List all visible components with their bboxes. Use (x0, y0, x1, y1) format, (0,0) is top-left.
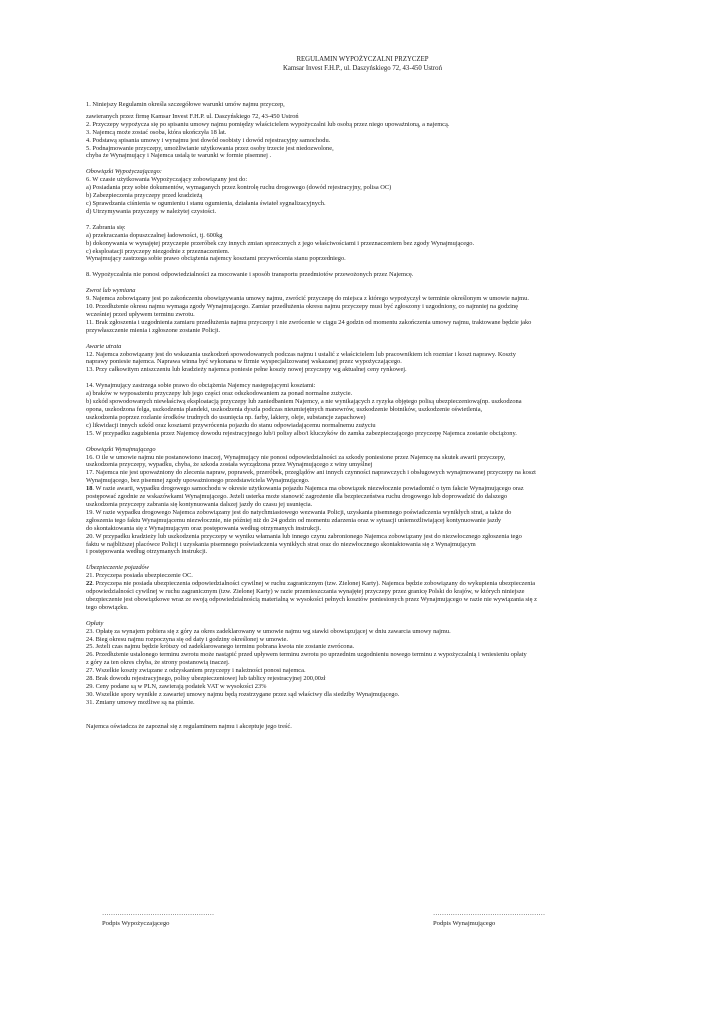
section-line: tego obowiązku. (86, 603, 129, 611)
section-line: 30. Wszelkie spory wynikłe z zawartej umowy najmu będą rozstrzygane przez sąd właściwy dla siedziby Wynajmującego. (86, 690, 400, 698)
section-line: i postępowania według otrzymanych instrukcji. (86, 548, 208, 556)
section-heading: Zwrot lub wymiana (86, 287, 136, 295)
prohibitions-section (86, 224, 638, 264)
section-line: 12. Najemca zobowiązany jest do wskazania uszkodzeń spowodowanych podczas najmu i ustalić z właścicielem lub pracownikiem ich rozmiar i koszt naprawy. Koszty (86, 350, 516, 358)
section-line: 11. Brak zgłoszenia i uzgodnienia zamiaru przedłużenia najmu przyczepy i nie zwrócenie w ciągu 24 godzin od momentu zakończenia umowy najmu, traktowane będzie jako (86, 318, 532, 326)
section-line: a) Posiadania przy sobie dokumentów, wymaganych przez kontrolę ruchu drogowego (dowód rejestracyjny, polisa OC) (86, 184, 392, 192)
section-line: 10. Przedłużenie okresu najmu wymaga zgody Wynajmującego. Zamiar przedłużenia okresu najmu przyczepy musi być zgłoszony i uzgodniony, co najmniej na godzinę (86, 303, 518, 311)
signature-label: Podpis Wypożyczającego (102, 919, 170, 927)
section-line: 19. W razie wypadku drogowego Najemca zobowiązany jest do natychmiastowego wezwania Policji, uzyskania pisemnego poświadczenia wynikłych strat, a także do (86, 508, 512, 516)
section-line: b) szkód spowodowanych niewłaściwą eksploatacją przyczepy lub zaniedbaniem Najemcy, a nie wynikających z ryzyka objętego polisą ubezpieczeniową(np. uszkodzona (86, 398, 522, 406)
section-line: a) braków w wyposażeniu przyczepy lub jego części oraz odszkodowaniem za ponad normalne zużycie. (86, 390, 353, 398)
signature-lessor (433, 910, 545, 928)
intro-line: 5. Podnajmowanie przyczepy, umożliwianie użytkowania przez osoby trzecie jest niedozwolone, (86, 144, 334, 152)
costs-section (86, 382, 638, 437)
intro-line: chyba że Wynajmujący i Najemca ustalą te warunki w formie pisemnej . (86, 152, 272, 160)
section-line: 31. Zmiany umowy możliwe są na piśmie. (86, 698, 195, 706)
section-line: uszkodzenia przyczepy, wypadku, chyba, że szkoda została wyrządzona przez Wynajmującego z winy umyślnej (86, 461, 373, 469)
section-line: d) Utrzymywania przyczepy w należytej czystości. (86, 207, 217, 215)
section-line: do skontaktowania się z Wynajmującym oraz postępowania według otrzymanych instrukcji. (86, 524, 322, 532)
intro-line: 4. Podstawą spisania umowy i wynajmu jest dowód osobisty i dowód rejestracyjny samochodu. (86, 136, 331, 144)
point-text: . W razie awarii, wypadku drogowego samochodu w okresie użytkowania pojazdu Najemca ma obowiązek niezwłocznie powiadomić o tym fakcie Wynajmującego oraz (92, 485, 524, 493)
point-number: 22 (86, 580, 93, 588)
section-line (86, 580, 638, 588)
section-heading: Obowiązki Wypożyczającego: (86, 168, 162, 176)
section-heading: Ubezpieczenie pojazdów (86, 564, 150, 572)
section-line (86, 485, 638, 493)
section-line: przywłaszczenie mienia i zgłoszone zostanie Policji. (86, 326, 221, 334)
obligations-section (86, 168, 638, 215)
return-section (86, 287, 638, 334)
intro-line: zawieranych przez firmę Kamsar Invest F.H.P. ul. Daszyńskiego 72, 43-450 Ustroń (86, 112, 299, 120)
section-line: 21. Przyczepa posiada ubezpieczenie OC. (86, 572, 193, 580)
section-line: 26. Przedłużenie ustalonego terminu zwrotu może nastąpić przed upływem terminu zwrotu po uprzednim uzgodnieniu nowego terminu z wypożyczalnią i wniesieniu opłaty (86, 651, 527, 659)
section-line: zgłoszenia tego faktu Wynajmującemu niezwłocznie, nie później niż do 24 godzin od momentu zdarzenia oraz w sytuacji uniemożliwiającej kontynuowanie jazdy (86, 516, 502, 524)
point-number: 18 (86, 485, 93, 493)
declaration: Najemca oświadcza że zapoznał się z regulaminem najmu i akceptuje jego treść. (86, 722, 292, 730)
section-line: 13. Przy całkowitym zniszczeniu lub kradzieży najemca poniesie pełne koszty nowej przyczepy wg aktualnej ceny rynkowej. (86, 366, 407, 374)
section-line: 16. O ile w umowie najmu nie postanowiono inaczej, Wynajmujący nie ponosi odpowiedzialności za szkody poniesione przez Najemcę na skutek awarii przyczepy, (86, 453, 506, 461)
section-line: 28. Brak dowodu rejestracyjnego, polisy ubezpieczeniowej lub tablicy rejestracyjnej 200,00zł (86, 675, 326, 683)
intro-line: 3. Najemcą może zostać osoba, która ukończyła 18 lat. (86, 128, 227, 136)
insurance-section (86, 564, 638, 611)
section-line: 20. W przypadku kradzieży lub uszkodzenia przyczepy w wyniku włamania lub innego czynu zabronionego Najemca zobowiązany jest do niezwłocznego zgłoszenia tego (86, 532, 522, 540)
section-line: 29. Ceny podane są w PLN, zawierają podatek VAT w wysokości 23% (86, 683, 267, 690)
section-heading: Opłaty (86, 619, 104, 627)
section-line: c) eksploatacji przyczepy niezgodnie z przeznaczeniem. (86, 247, 230, 255)
section-line: Wynajmującego, bez pisemnej zgody upoważnionego przedstawiciela Wynajmującego. (86, 477, 310, 485)
section-line: ubezpieczenie jest obowiązkowe wraz ze swoją odpowiedzialnością materialną w wysokości pełnych kosztów poniesionych przez Wynajmującego w razie nie wywiązania się z (86, 595, 537, 603)
section-line: uszkodzenia poprzez rozlanie środków trudnych do usunięcia np. farby, lakiery, oleje, substancje zapachowe) (86, 413, 366, 421)
section-line: odpowiedzialności cywilnej w ruchu zagranicznym (tzw. Zielonej Karty) w razie przemieszczania wynajętej przyczepy przez granicę Polski do krajów, w których niniejsze (86, 588, 525, 596)
section-line: wcześniej przed upływem terminu zwrotu. (86, 310, 195, 318)
section-line: 14. Wynajmujący zastrzega sobie prawo do obciążenia Najemcy następującymi kosztami: (86, 382, 316, 390)
section-line: b) Zabezpieczenia przyczepy przed kradzieżą (86, 192, 203, 200)
section-line: 23. Opłatę za wynajem pobiera się z góry za okres zadeklarowany w umowie najmu wg stawki obowiązującej w dniu zawarcia umowy najmu. (86, 627, 451, 635)
section-line: opona, uszkodzona felga, uszkodzenia plandeki, uszkodzenia dyszla podczas nieumiejętnych manewrów, uszkodzenie błotników, uszkodzenie oświetlenia, (86, 406, 483, 413)
section-line: a) przekraczania dopuszczalnej ładowności, tj. 600kg (86, 231, 223, 239)
signature-line: …………………………………………… (102, 910, 215, 917)
point-text: . Przyczepa nie posiada ubezpieczenia odpowiedzialności cywilnej w ruchu zagranicznym (tzw. Zielonej Karty). Najemca będzie zobowiązany do wykupienia ubezpieczenia (92, 580, 536, 588)
section-line: b) dokonywania w wynajętej przyczepie przeróbek czy innych zmian sprzecznych z jego właściwościami i przeznaczeniem bez zgody Wynajmującego. (86, 239, 475, 247)
section-line: z góry za ten okres chyba, że strony postanowią inaczej. (86, 659, 230, 667)
section-heading: Obowiązki Wynajmującego (86, 445, 156, 453)
section-line: 27. Wszelkie koszty związane z odzyskaniem przyczepy i należności ponosi najemca. (86, 667, 306, 675)
section-line: faktu w najbliższej placówce Policji i uzyskania pisemnego poświadczenia wynikłych strat oraz do niezwłocznego skontaktowania się z Wynajmującym (86, 540, 476, 548)
intro-section (86, 101, 638, 160)
signature-line: …………………………………………… (433, 910, 546, 917)
failure-section (86, 343, 638, 375)
fees-section (86, 620, 638, 707)
section-line: 24. Bieg okresu najmu rozpoczyna się od daty i godziny określonej w umowie. (86, 635, 288, 643)
point-8: 8. Wypożyczalnia nie ponosi odpowiedzialności za mocowanie i sposób transportu przedmiotów przewożonych przez Najemcę. (86, 271, 414, 279)
section-heading: Awarie utrata (86, 342, 122, 350)
section-line: uszkodzenia przyczepy zabrania się kontynuowania dalszej jazdy do czasu jej usunięcia. (86, 500, 313, 508)
section-line: 9. Najemca zobowiązany jest po zakończeniu obowiązywania umowy najmu, zwrócić przyczepę do miejsca z którego wypożyczył w terminie określonym w umowie najmu. (86, 295, 529, 303)
document-body (86, 101, 638, 731)
intro-line: 1. Niniejszy Regulamin określa szczegółowe warunki umów najmu przyczep, (86, 101, 285, 108)
section-line: c) Sprawdzania ciśnienia w ogumieniu i stanu ogumienia, działania świateł sygnalizacyjnych. (86, 199, 326, 207)
section-line: 15. W przypadku zagubienia przez Najemcę dowodu rejestracyjnego lub/i polisy albo/i kluczyków do zamka zabezpieczającego przyczepę Najemca zostanie obciążony. (86, 429, 517, 437)
section-line: Wynajmujący zastrzega sobie prawo obciążenia najemcy kosztami przywrócenia stanu poprzedniego. (86, 255, 346, 263)
section-line: postępować zgodnie ze wskazówkami Wynajmującego. Jeżeli usterka może stanowić zagrożenie dla bezpieczeństwa ruchu drogowego lub doprowadzić do dalszego (86, 493, 508, 501)
intro-line: 2. Przyczepy wypożycza się po spisaniu umowy najmu pomiędzy właścicielem wypożyczalni lub osobą przez niego upoważnioną, a najemcą. (86, 120, 450, 128)
signature-lessee (102, 910, 214, 928)
section-line: naprawy poniesie najemca. Naprawa winna być wykonana w firmie wyspecjalizowanej wskazanej przez wypożyczającego. (86, 358, 402, 366)
section-line: c) likwidacji innych szkód oraz kosztami przywrócenia pojazdu do stanu odpowiadającemu normalnemu zużyciu (86, 421, 376, 429)
lessor-section (86, 446, 638, 557)
section-line: 7. Zabrania się: (86, 223, 126, 231)
section-line: 17. Najemca nie jest upoważniony do zlecenia napraw, poprawek, przeróbek, przeglądów ani innych czynności naprawczych i obsługowych wynajmowanej przyczepy na koszt (86, 469, 536, 477)
section-line: 6. W czasie użytkowania Wypożyczający zobowiązany jest do: (86, 176, 248, 184)
document-header (0, 55, 725, 73)
section-line: 25. Jeżeli czas najmu będzie krótszy od zadeklarowanego terminu pobrana kwota nie zostanie zwrócona. (86, 643, 355, 651)
document-subtitle: Kamsar Invest F.H.P., ul. Daszyńskiego 72, 43-450 Ustroń (283, 65, 442, 72)
signature-label: Podpis Wynajmującego (433, 919, 496, 927)
document-title: REGULAMIN WYPOŻYCZALNI PRZYCZEP (296, 56, 429, 63)
